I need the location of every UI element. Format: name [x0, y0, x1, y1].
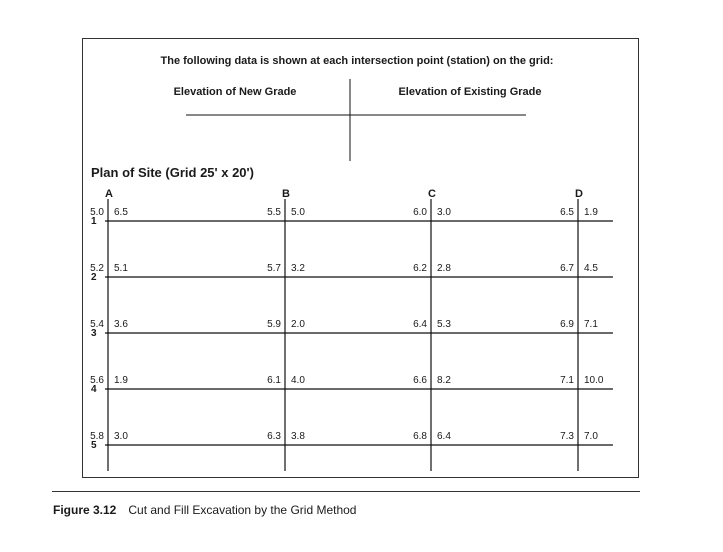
row-label: 5: [91, 440, 97, 451]
new-grade-value: 7.1: [560, 375, 574, 386]
intro-text: The following data is shown at each intersection point (station) on the grid:: [160, 55, 554, 67]
existing-grade-value: 6.5: [114, 207, 128, 218]
existing-grade-value: 4.5: [584, 263, 598, 274]
new-grade-value: 6.7: [560, 263, 574, 274]
column-label: D: [575, 188, 583, 200]
row-label: 3: [91, 328, 97, 339]
existing-grade-value: 6.4: [437, 431, 451, 442]
new-grade-value: 7.3: [560, 431, 574, 442]
row-label: 1: [91, 216, 97, 227]
figure-number: Figure 3.12: [53, 503, 117, 517]
new-grade-value: 6.8: [413, 431, 427, 442]
new-grade-value: 5.7: [267, 263, 281, 274]
new-grade-value: 5.0: [90, 207, 104, 218]
new-grade-value: 6.2: [413, 263, 427, 274]
existing-grade-value: 1.9: [114, 375, 128, 386]
station-grid: [90, 188, 613, 471]
existing-grade-value: 3.0: [437, 207, 451, 218]
new-grade-value: 5.6: [90, 375, 104, 386]
row-label: 4: [91, 384, 97, 395]
new-grade-value: 6.0: [413, 207, 427, 218]
new-grade-value: 5.4: [90, 319, 104, 330]
new-grade-value: 5.5: [267, 207, 281, 218]
existing-grade-value: 2.0: [291, 319, 305, 330]
existing-grade-value: 7.1: [584, 319, 598, 330]
existing-grade-value: 5.3: [437, 319, 451, 330]
column-label: B: [282, 188, 290, 200]
caption-rule: [52, 491, 640, 492]
figure-caption: [53, 503, 356, 517]
existing-grade-value: 2.8: [437, 263, 451, 274]
column-label: A: [105, 188, 113, 200]
figure-frame: [82, 38, 639, 478]
new-grade-value: 6.9: [560, 319, 574, 330]
existing-grade-value: 3.0: [114, 431, 128, 442]
existing-grade-value: 3.8: [291, 431, 305, 442]
existing-grade-value: 1.9: [584, 207, 598, 218]
new-grade-value: 5.2: [90, 263, 104, 274]
plan-title: Plan of Site (Grid 25' x 20'): [91, 165, 254, 180]
new-grade-value: 6.6: [413, 375, 427, 386]
existing-grade-value: 3.2: [291, 263, 305, 274]
new-grade-value: 6.1: [267, 375, 281, 386]
existing-grade-value: 10.0: [584, 375, 604, 386]
existing-grade-value: 7.0: [584, 431, 598, 442]
existing-grade-value: 5.0: [291, 207, 305, 218]
new-grade-value: 5.8: [90, 431, 104, 442]
new-grade-value: 6.3: [267, 431, 281, 442]
new-grade-value: 5.9: [267, 319, 281, 330]
row-label: 2: [91, 272, 97, 283]
existing-grade-value: 8.2: [437, 375, 451, 386]
existing-grade-value: 3.6: [114, 319, 128, 330]
existing-grade-value: 4.0: [291, 375, 305, 386]
new-grade-value: 6.5: [560, 207, 574, 218]
grid-diagram: [83, 39, 640, 479]
legend-existing-grade-label: Elevation of Existing Grade: [398, 86, 542, 98]
new-grade-value: 6.4: [413, 319, 427, 330]
column-label: C: [428, 188, 436, 200]
existing-grade-value: 5.1: [114, 263, 128, 274]
legend-new-grade-label: Elevation of New Grade: [173, 86, 297, 98]
caption-text: Cut and Fill Excavation by the Grid Method: [128, 503, 357, 517]
